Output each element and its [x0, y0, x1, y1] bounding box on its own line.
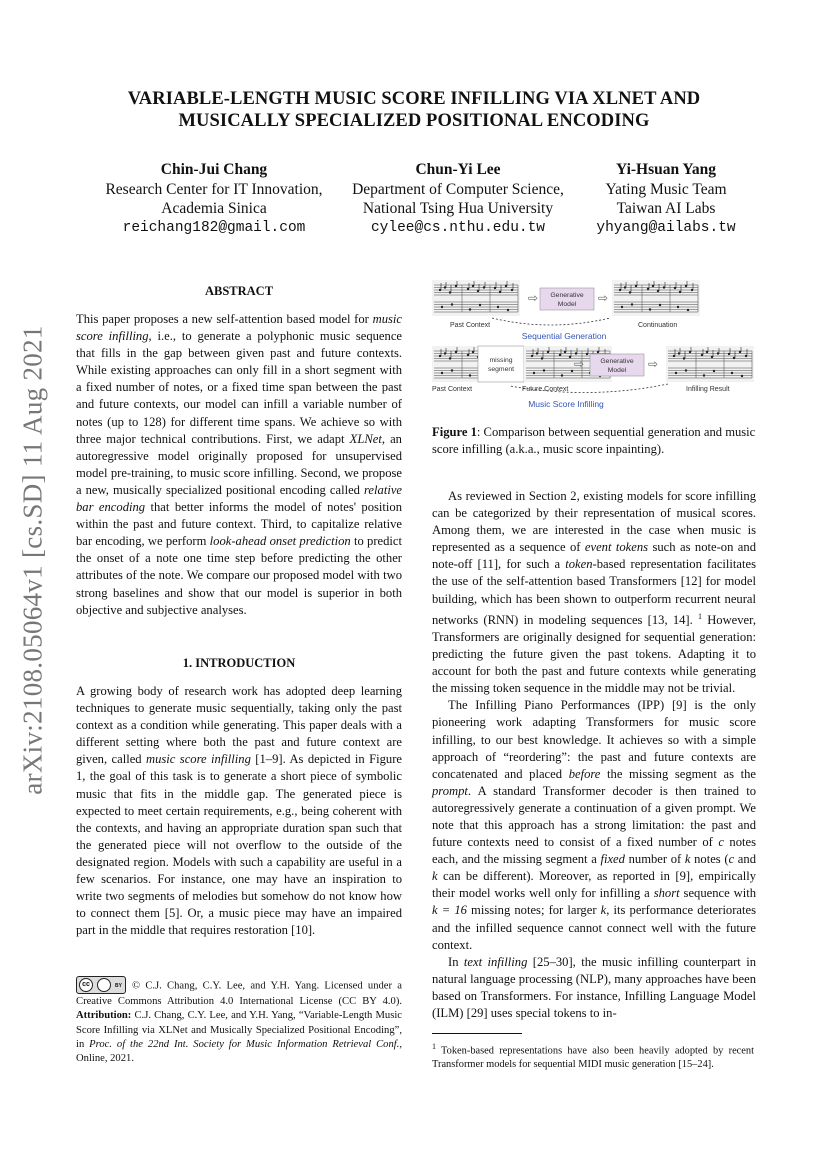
abstract-text: This paper proposes a new self-attention based model for music score infilling, i.e., to generate a polyphonic music sequence that fills in the gap between given past and future contexts. While existing approaches can only fill in a short segment with a fixed number of notes, or a fixed time span between the past and future contexts, our model can infill a variable number of notes (up to 128) for different time spans. We achieve so with three major technical contributions. First, we adapt XLNet, an autoregressive model originally proposed for unsupervised model pre-training, to music score infilling. Second, we propose a new, musically specialized positional encoding called relative bar encoding that better informs the model of notes' position within the past and future context. Third, to capitalize relative bar encoding, we perform look-ahead onset prediction to predict the onset of a note one time step before predicting the other attributes of the note. We compare our proposed model with two strong baselines and show that our model is superior in both objective and subjective analyses.	[76, 312, 402, 617]
label-sequential-generation: Sequential Generation	[521, 331, 607, 341]
paper-title	[60, 88, 768, 132]
label-continuation: Continuation	[638, 322, 678, 329]
paragraph: As reviewed in Section 2, existing models for score infilling can be categorized by their representation of musical scores. Among them, we are interested in the case when music is represented as a sequence of event tokens such as note-on and note-off [11], for such a token-based representation facilitates the use of the self-attention based Transformers [12] for model building, which has been shown to outperform recurrent neural networks (RNN) in modeling sequences [13, 14]. $^1$ However, Transformers are originally designed for sequential generation: predicting the future given the past tokens. Adapting it to account for both the past and future contexts while generating the missing token sequence in the middle may not be trivial.	[432, 489, 756, 696]
arrow-icon: ⇨	[528, 291, 539, 305]
label-future-context: Future Context	[522, 386, 569, 393]
label-infilling-result: Infilling Result	[686, 386, 730, 393]
author-affiliation: Yating Music Team	[605, 180, 727, 198]
author-name: Chin-Jui Chang	[160, 161, 268, 178]
right-column-text	[432, 488, 756, 1022]
past-context-score	[432, 280, 520, 316]
footnote: $^1$ Token-based representations have also been heavily adopted by recent Transformer models for sequential MIDI music generation [15–24].	[432, 1042, 754, 1071]
arrow-icon: ⇨	[648, 357, 659, 371]
dashed-arrow	[492, 318, 610, 325]
title-line-2: MUSICALLY SPECIALIZED POSITIONAL ENCODING	[178, 111, 650, 131]
arxiv-stamp	[8, 250, 58, 870]
author-block-2	[340, 160, 576, 238]
paragraph: The Infilling Piano Performances (IPP) [9] is the only pioneering work adapting Transformers for music score infilling, to our best knowledge. It achieves so with a simple approach of “reordering”: the past and future contexts are concatenated and placed before the missing segment as the prompt. A standard Transformer decoder is then trained to autoregressively generate a continuation of a given prompt. We note that this approach has a strong limitation: the past and future contexts need to consist of a fixed number of c notes each, and the missing segment a fixed number of k notes (c and k can be different). Moreover, as reported in [9], empirically their model works well only for infilling a short sequence with k = 16 missing notes; for larger k, its performance deteriorates and the infilled sequence cannot connect well with the future context.	[432, 698, 757, 952]
paragraph: In text infilling [25–30], the music infilling counterpart in natural language processing (NLP), many approaches have been based on Transformers. For instance, Infilling Language Model (ILM) [29] uses special tokens to in-	[432, 954, 756, 1020]
footnote-rule	[432, 1033, 522, 1034]
continuation-score	[612, 280, 700, 316]
generative-model-label: Generative	[550, 292, 584, 299]
figure-1-diagram	[430, 276, 760, 416]
abstract-heading: ABSTRACT	[204, 284, 274, 298]
author-name: Yi-Hsuan Yang	[615, 161, 717, 178]
author-affiliation: Research Center for IT Innovation,	[105, 180, 323, 198]
author-email: yhyang@ailabs.tw	[596, 219, 736, 236]
label-past-context: Past Context	[450, 322, 491, 329]
author-affiliation: Taiwan AI Labs	[616, 200, 716, 217]
generative-model-label: Model	[607, 367, 627, 374]
missing-segment-box	[478, 346, 524, 382]
figure-1-caption: Figure 1: Comparison between sequential generation and music score infilling (a.k.a., music score inpainting).	[432, 425, 756, 457]
generative-model-label: Generative	[600, 358, 634, 365]
author-affiliation: National Tsing Hua University	[362, 200, 554, 217]
intro-heading: 1. INTRODUCTION	[182, 656, 296, 670]
cc-by-license-icon: cc BY	[76, 976, 126, 994]
label-music-score-infilling: Music Score Infilling	[528, 399, 604, 409]
intro-text: A growing body of research work has adopted deep learning techniques to generate music sequentially, taking only the past context as a condition while generating. This paper deals with a different setting where both the past and future context are given, called music score infilling [1–9]. As depicted in Figure 1, the goal of this task is to generate a short piece of symbolic music that fits in the middle gap. The generated piece is expected to meet certain requirements, e.g., being coherent with the contexts, and having an appropriate duration span such that the generated piece will not overflow to the outside of the designated region. Models with such a capability are useful in a few scenarios. For instance, one may have an inspiration to write two segments of melodies but somehow do not know how to connect them [5]. Or, a music piece may have an impaired part in the middle that requires restoration [10].	[76, 684, 402, 938]
title-line-1: VARIABLE-LENGTH MUSIC SCORE INFILLING VIA XLNET AND	[127, 89, 701, 109]
arrow-icon: ⇨	[574, 357, 585, 371]
generative-model-label: Model	[557, 301, 577, 308]
arrow-icon: ⇨	[598, 291, 609, 305]
author-block-1	[94, 160, 334, 238]
author-name: Chun-Yi Lee	[415, 161, 501, 178]
label-past-context: Past Context	[432, 386, 473, 393]
author-email: cylee@cs.nthu.edu.tw	[370, 219, 546, 236]
infilling-result-score	[666, 346, 754, 382]
author-affiliation: Department of Computer Science,	[352, 180, 564, 198]
missing-segment-label: missing	[489, 357, 513, 364]
author-affiliation: Academia Sinica	[161, 200, 267, 217]
missing-segment-label: segment	[487, 366, 515, 373]
author-block-3	[584, 160, 748, 238]
license-block: cc BY © C.J. Chang, C.Y. Lee, and Y.H. Yang. Licensed under a Creative Commons Attribution 4.0 International License (CC BY 4.0). Attribution: C.J. Chang, C.Y. Lee, and Y.H. Yang, “Variable-Length Music Score Infilling via XLNet and Musically Specialized Positional Encoding”, in Proc. of the 22nd Int. Society for Music Information Retrieval Conf., Online, 2021.	[76, 977, 402, 1066]
author-email: reichang182@gmail.com	[122, 219, 306, 236]
arxiv-id: arXiv:2108.05064v1 [cs.SD] 11 Aug 2021	[17, 325, 48, 795]
